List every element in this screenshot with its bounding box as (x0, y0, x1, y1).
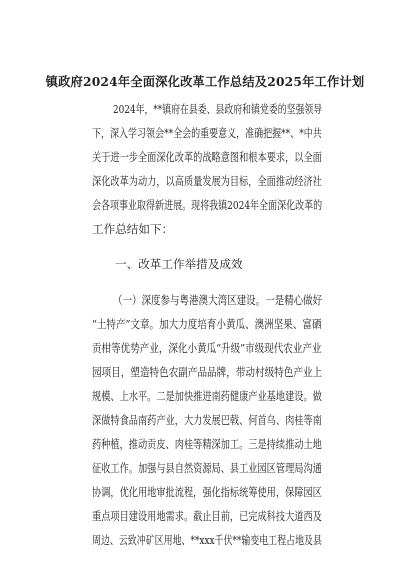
intro-line: 关于进一步全面深化改革的战略意图和根本要求，以全面 (92, 150, 322, 164)
body-line: 征收工作。加强与县自然资源局、县工业园区管理局沟通 (92, 461, 322, 475)
body-line: 深做特食品南药产业，大力发展巴戟、何首乌、肉桂等南 (92, 413, 322, 427)
body-line: 周边、云致冲矿区用地、**xxx千伏**输变电工程占地及县 (92, 533, 322, 547)
body-line: 贡柑等优势产业，深化小黄瓜“升级”市级现代农业产业 (92, 341, 322, 355)
document-title: 镇政府2024年全面深化改革工作总结及2025年工作计划 (45, 74, 365, 89)
body-line: “土特产”文章。加大力度培育小黄瓜、澳洲坚果、富硒 (92, 317, 322, 331)
body-line: 规模、上水平。二是加快推进南药健康产业基地建设。做 (92, 389, 322, 403)
intro-line: 下，深入学习领会**全会的重要意义，准确把握**、*中共 (92, 126, 322, 140)
intro-line: 深化改革为动力，以高质量发展为目标，全面推动经济社 (92, 174, 322, 188)
intro-line: 会各项事业取得新进展。现将我镇2024年全面深化改革的 (92, 198, 323, 212)
intro-line: 2024年，**镇府在县委、县政府和镇党委的坚强领导 (113, 102, 323, 116)
body-line: 药种植，推动贡皮、肉桂等精深加工。三是持续推动土地 (92, 437, 322, 451)
body-line: （一）深度参与粤港澳大湾区建设。一是精心做好 (113, 293, 323, 307)
section-heading: 一、改革工作举措及成效 (115, 257, 243, 271)
body-line: 协调，优化用地审批流程，强化指标统筹使用，保障园区 (92, 485, 322, 499)
body-line: 重点项目建设用地需求。截止目前，已完成科技大道西及 (92, 509, 322, 523)
body-line: 园项目，塑造特色农副产品品牌，带动村级特色产业上 (92, 365, 323, 379)
intro-line: 工作总结如下： (92, 222, 174, 236)
